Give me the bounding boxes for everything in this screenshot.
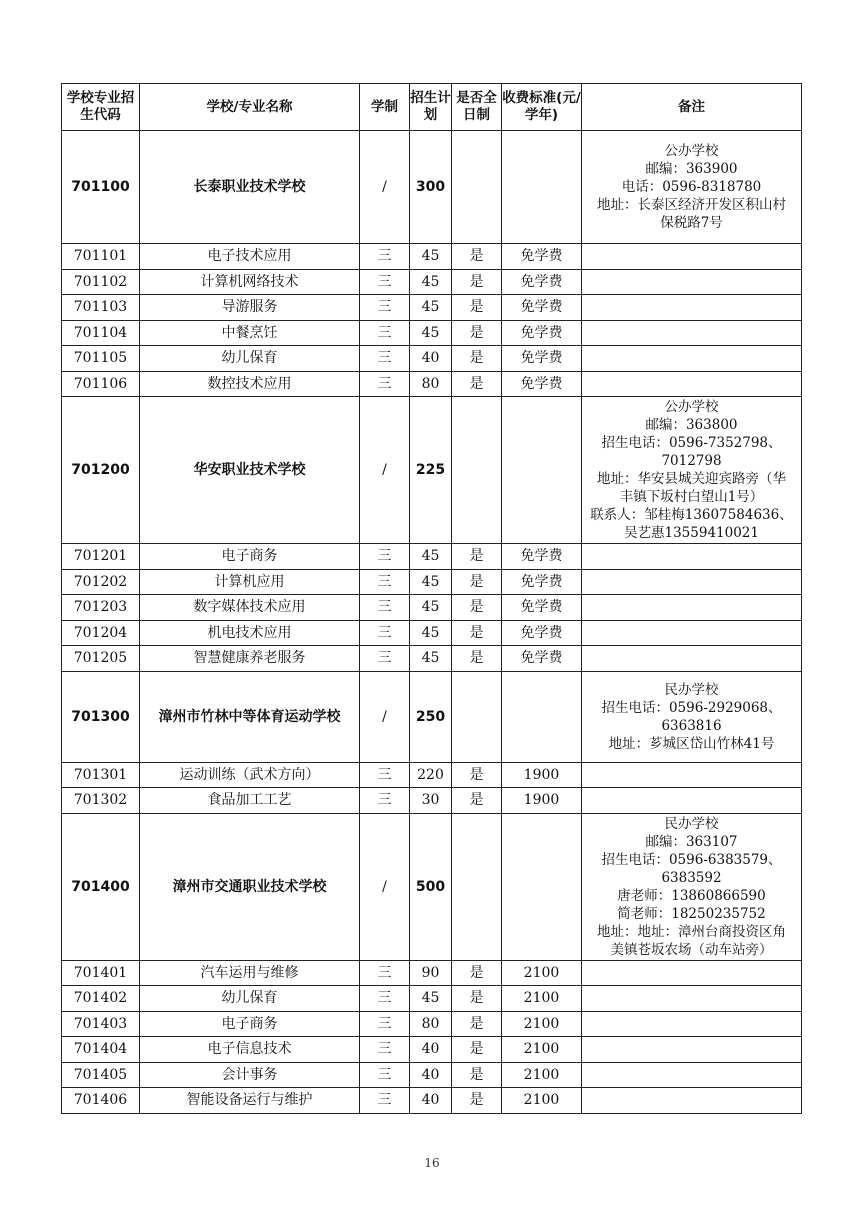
major-fulltime: 是 [452, 1037, 502, 1063]
major-name: 电子商务 [140, 544, 360, 570]
major-row [62, 244, 802, 270]
major-plan: 40 [410, 1062, 452, 1088]
major-code: 701302 [62, 788, 140, 814]
major-code: 701102 [62, 269, 140, 295]
major-years: 三 [360, 346, 410, 372]
note-line: 6363816 [661, 717, 722, 734]
major-row [62, 1062, 802, 1088]
major-fee: 1900 [502, 762, 582, 788]
major-fee: 免学费 [502, 646, 582, 672]
major-fee: 免学费 [502, 244, 582, 270]
major-fee: 免学费 [502, 346, 582, 372]
school-note [582, 397, 802, 544]
school-fee [502, 131, 582, 244]
major-row [62, 269, 802, 295]
major-fee: 1900 [502, 788, 582, 814]
major-row [62, 569, 802, 595]
major-row [62, 1088, 802, 1114]
major-plan: 80 [410, 371, 452, 397]
school-plan: 250 [410, 671, 452, 762]
major-fulltime: 是 [452, 595, 502, 621]
major-code: 701201 [62, 544, 140, 570]
major-fulltime: 是 [452, 986, 502, 1012]
major-fulltime: 是 [452, 544, 502, 570]
major-fulltime: 是 [452, 1011, 502, 1037]
major-note [582, 1011, 802, 1037]
major-note [582, 320, 802, 346]
major-fulltime: 是 [452, 620, 502, 646]
note-line: 简老师：18250235752 [617, 905, 766, 922]
note-line: 丰镇下坂村白望山1号） [619, 489, 764, 505]
major-note [582, 569, 802, 595]
major-row [62, 1011, 802, 1037]
major-row [62, 762, 802, 788]
school-years: / [360, 671, 410, 762]
note-line: 电话：0596-8318780 [621, 179, 762, 195]
major-code: 701401 [62, 960, 140, 986]
note-line: 招生电话：0596-6383579、 [601, 851, 782, 868]
major-plan: 30 [410, 788, 452, 814]
school-years: / [360, 131, 410, 244]
major-years: 三 [360, 595, 410, 621]
note-line: 招生电话：0596-2929068、 [601, 699, 782, 716]
major-plan: 45 [410, 620, 452, 646]
major-years: 三 [360, 244, 410, 270]
major-note [582, 595, 802, 621]
note-line: 邮编：363800 [645, 417, 738, 433]
major-fee: 2100 [502, 1062, 582, 1088]
school-note [582, 813, 802, 960]
major-code: 701104 [62, 320, 140, 346]
major-note [582, 244, 802, 270]
note-line: 地址：长泰区经济开发区积山村 [597, 197, 786, 213]
major-fulltime: 是 [452, 346, 502, 372]
major-fee: 2100 [502, 1011, 582, 1037]
major-name: 智能设备运行与维护 [140, 1088, 360, 1114]
school-row [62, 397, 802, 544]
major-years: 三 [360, 320, 410, 346]
school-row [62, 671, 802, 762]
school-years: / [360, 813, 410, 960]
table-body [62, 131, 802, 1114]
major-years: 三 [360, 986, 410, 1012]
major-code: 701105 [62, 346, 140, 372]
major-fulltime: 是 [452, 1088, 502, 1114]
major-code: 701405 [62, 1062, 140, 1088]
major-row [62, 646, 802, 672]
major-name: 食品加工工艺 [140, 788, 360, 814]
major-code: 701406 [62, 1088, 140, 1114]
major-plan: 45 [410, 569, 452, 595]
major-years: 三 [360, 371, 410, 397]
school-name: 漳州市交通职业技术学校 [140, 813, 360, 960]
major-code: 701202 [62, 569, 140, 595]
enrollment-table [61, 83, 802, 1114]
note-line: 邮编：363900 [645, 161, 738, 177]
major-fulltime: 是 [452, 646, 502, 672]
major-plan: 45 [410, 986, 452, 1012]
major-code: 701301 [62, 762, 140, 788]
major-fulltime: 是 [452, 371, 502, 397]
major-plan: 45 [410, 595, 452, 621]
major-note [582, 269, 802, 295]
major-plan: 220 [410, 762, 452, 788]
major-row [62, 371, 802, 397]
major-note [582, 1037, 802, 1063]
major-note [582, 620, 802, 646]
school-code: 701200 [62, 397, 140, 544]
major-years: 三 [360, 646, 410, 672]
major-fulltime: 是 [452, 269, 502, 295]
school-note [582, 671, 802, 762]
major-fee: 2100 [502, 1088, 582, 1114]
major-fee: 2100 [502, 960, 582, 986]
page-number: 16 [424, 1156, 440, 1170]
note-line: 公办学校 [664, 399, 719, 415]
header-fee: 收费标准(元/学年) [502, 84, 582, 131]
major-note [582, 986, 802, 1012]
header-plan: 招生计划 [410, 84, 452, 131]
major-fee: 2100 [502, 986, 582, 1012]
major-code: 701404 [62, 1037, 140, 1063]
school-name: 漳州市竹林中等体育运动学校 [140, 671, 360, 762]
major-note [582, 646, 802, 672]
major-name: 会计事务 [140, 1062, 360, 1088]
major-name: 中餐烹饪 [140, 320, 360, 346]
major-fulltime: 是 [452, 1062, 502, 1088]
major-code: 701204 [62, 620, 140, 646]
major-row [62, 320, 802, 346]
major-name: 幼儿保育 [140, 986, 360, 1012]
major-plan: 90 [410, 960, 452, 986]
school-fee [502, 397, 582, 544]
major-plan: 45 [410, 544, 452, 570]
major-code: 701205 [62, 646, 140, 672]
major-plan: 45 [410, 295, 452, 321]
major-name: 电子信息技术 [140, 1037, 360, 1063]
note-line: 邮编：363107 [645, 833, 738, 850]
major-years: 三 [360, 960, 410, 986]
major-plan: 40 [410, 1037, 452, 1063]
note-line: 民办学校 [664, 681, 719, 698]
school-fulltime [452, 397, 502, 544]
school-fulltime [452, 131, 502, 244]
major-plan: 45 [410, 269, 452, 295]
school-code: 701100 [62, 131, 140, 244]
major-note [582, 960, 802, 986]
major-name: 幼儿保育 [140, 346, 360, 372]
major-plan: 45 [410, 244, 452, 270]
header-years: 学制 [360, 84, 410, 131]
major-years: 三 [360, 788, 410, 814]
major-fee: 免学费 [502, 269, 582, 295]
major-years: 三 [360, 762, 410, 788]
major-fee: 2100 [502, 1037, 582, 1063]
major-fulltime: 是 [452, 762, 502, 788]
major-note [582, 762, 802, 788]
major-row [62, 620, 802, 646]
note-line: 唐老师：13860866590 [617, 887, 766, 904]
major-row [62, 1037, 802, 1063]
major-code: 701403 [62, 1011, 140, 1037]
major-row [62, 986, 802, 1012]
major-row [62, 960, 802, 986]
school-code: 701400 [62, 813, 140, 960]
major-code: 701103 [62, 295, 140, 321]
major-fulltime: 是 [452, 295, 502, 321]
major-fulltime: 是 [452, 244, 502, 270]
header-fulltime: 是否全日制 [452, 84, 502, 131]
major-code: 701106 [62, 371, 140, 397]
major-name: 电子商务 [140, 1011, 360, 1037]
school-name: 华安职业技术学校 [140, 397, 360, 544]
school-plan: 300 [410, 131, 452, 244]
note-line: 7012798 [661, 453, 722, 469]
major-row [62, 295, 802, 321]
major-code: 701101 [62, 244, 140, 270]
note-line: 保税路7号 [660, 215, 723, 231]
school-note [582, 131, 802, 244]
note-line: 6383592 [661, 869, 722, 886]
major-code: 701402 [62, 986, 140, 1012]
school-plan: 225 [410, 397, 452, 544]
major-years: 三 [360, 620, 410, 646]
note-line: 地址：芗城区岱山竹林41号 [608, 735, 775, 752]
major-name: 数控技术应用 [140, 371, 360, 397]
major-fee: 免学费 [502, 320, 582, 346]
major-years: 三 [360, 1037, 410, 1063]
major-name: 机电技术应用 [140, 620, 360, 646]
major-plan: 40 [410, 1088, 452, 1114]
school-row [62, 131, 802, 244]
major-fee: 免学费 [502, 569, 582, 595]
major-fulltime: 是 [452, 960, 502, 986]
note-line: 吴艺惠13559410021 [624, 525, 759, 541]
major-years: 三 [360, 569, 410, 595]
major-years: 三 [360, 1011, 410, 1037]
school-fulltime [452, 813, 502, 960]
major-years: 三 [360, 1062, 410, 1088]
major-years: 三 [360, 1088, 410, 1114]
major-years: 三 [360, 269, 410, 295]
major-name: 计算机网络技术 [140, 269, 360, 295]
major-note [582, 788, 802, 814]
major-row [62, 788, 802, 814]
major-plan: 80 [410, 1011, 452, 1037]
note-line: 美镇苍坂农场（动车站旁） [610, 941, 773, 958]
major-row [62, 595, 802, 621]
major-note [582, 1088, 802, 1114]
note-line: 地址：地址：漳州台商投资区角 [597, 923, 786, 940]
note-line: 民办学校 [664, 815, 719, 832]
major-fulltime: 是 [452, 788, 502, 814]
major-note [582, 295, 802, 321]
major-years: 三 [360, 295, 410, 321]
major-fee: 免学费 [502, 371, 582, 397]
major-row [62, 346, 802, 372]
note-line: 联系人：邹桂梅13607584636、 [590, 507, 793, 523]
header-code: 学校专业招生代码 [62, 84, 140, 131]
school-name: 长泰职业技术学校 [140, 131, 360, 244]
note-line: 公办学校 [664, 143, 719, 159]
school-fee [502, 813, 582, 960]
major-name: 运动训练（武术方向） [140, 762, 360, 788]
major-row [62, 544, 802, 570]
major-note [582, 371, 802, 397]
major-note [582, 544, 802, 570]
major-name: 电子技术应用 [140, 244, 360, 270]
header-note: 备注 [582, 84, 802, 131]
school-fee [502, 671, 582, 762]
major-code: 701203 [62, 595, 140, 621]
major-name: 智慧健康养老服务 [140, 646, 360, 672]
major-years: 三 [360, 544, 410, 570]
major-fulltime: 是 [452, 320, 502, 346]
major-fee: 免学费 [502, 620, 582, 646]
school-plan: 500 [410, 813, 452, 960]
major-fee: 免学费 [502, 295, 582, 321]
note-line: 招生电话：0596-7352798、 [601, 435, 782, 451]
header-name: 学校/专业名称 [140, 84, 360, 131]
major-plan: 45 [410, 320, 452, 346]
major-fulltime: 是 [452, 569, 502, 595]
header-row [62, 84, 802, 131]
school-row [62, 813, 802, 960]
school-code: 701300 [62, 671, 140, 762]
school-years: / [360, 397, 410, 544]
major-note [582, 1062, 802, 1088]
major-note [582, 346, 802, 372]
major-name: 汽车运用与维修 [140, 960, 360, 986]
major-name: 数字媒体技术应用 [140, 595, 360, 621]
major-fee: 免学费 [502, 544, 582, 570]
school-fulltime [452, 671, 502, 762]
major-plan: 45 [410, 646, 452, 672]
major-name: 计算机应用 [140, 569, 360, 595]
note-line: 地址：华安县城关迎宾路旁（华 [597, 471, 786, 487]
major-plan: 40 [410, 346, 452, 372]
major-fee: 免学费 [502, 595, 582, 621]
major-name: 导游服务 [140, 295, 360, 321]
